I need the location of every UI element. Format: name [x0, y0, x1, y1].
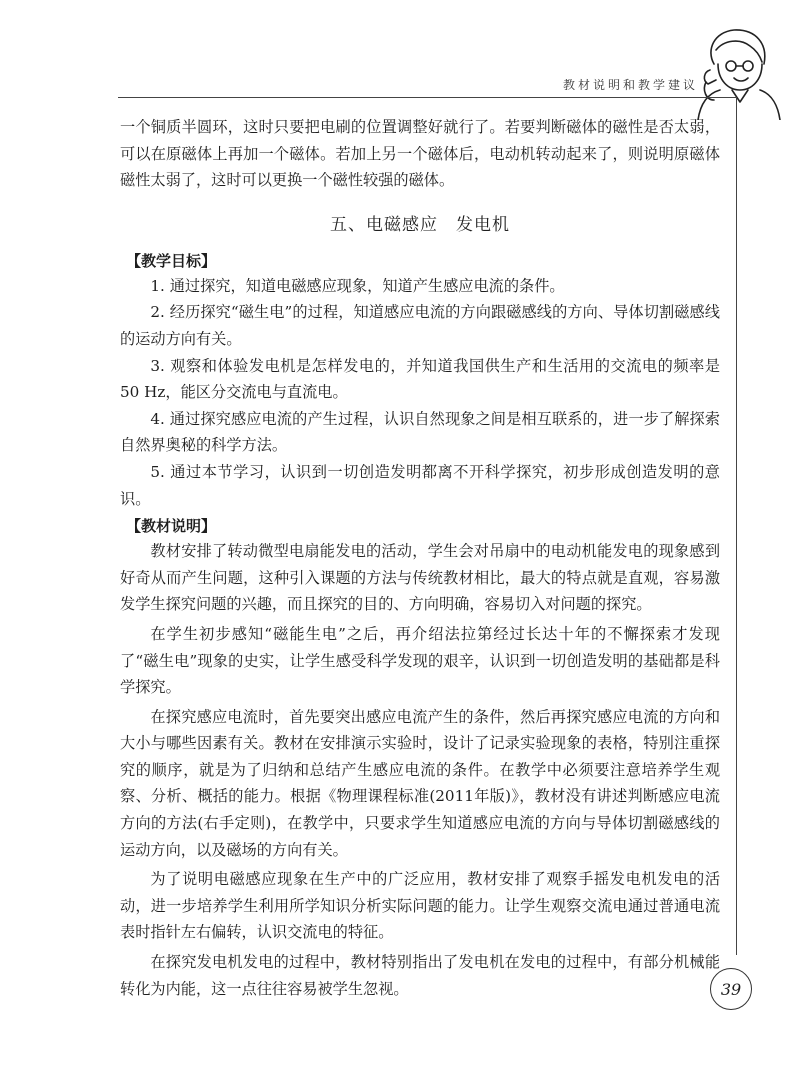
- material-paragraph-5: 在探究发电机发电的过程中，教材特别指出了发电机在发电的过程中，有部分机械能转化为内能，这一点往往容易被学生忽视。: [120, 953, 720, 998]
- page-number: 39: [710, 968, 752, 1010]
- continuation-paragraph: 一个铜质半圆环，这时只要把电刷的位置调整好就行了。若要判断磁体的磁性是否太弱，可以在原磁体上再加一个磁体。若加上另一个磁体后，电动机转动起来了，则说明原磁体磁性太弱了，这时可以更换一个磁性较强的磁体。: [120, 118, 720, 190]
- teacher-mascot-icon: [676, 20, 786, 120]
- objectives-label: 【教学目标】: [126, 251, 217, 270]
- section-title: 五、电磁感应 发电机: [330, 214, 510, 235]
- objective-item-4: 4. 通过探究感应电流的产生过程，认识自然现象之间是相互联系的，进一步了解探索自然界奥秘的科学方法。: [120, 409, 720, 455]
- header-rule: [118, 97, 736, 98]
- material-paragraph-1: 教材安排了转动微型电扇能发电的活动，学生会对吊扇中的电动机能发电的现象感到好奇从而产生问题，这种引入课题的方法与传统教材相比，最大的特点就是直观，容易激发学生探究问题的兴趣，而且探究的目的、方向明确，容易切入对问题的探究。: [120, 542, 720, 614]
- objective-item-2: 2. 经历探究“磁生电”的过程，知道感应电流的方向跟磁感线的方向、导体切割磁感线的运动方向有关。: [120, 303, 720, 348]
- material-paragraph-2: 在学生初步感知“磁能生电”之后，再介绍法拉第经过长达十年的不懈探索才发现了“磁生电”现象的史实，让学生感受科学发现的艰辛，认识到一切创造发明的基础都是科学探究。: [120, 624, 720, 697]
- objective-item-3: 3. 观察和体验发电机是怎样发电的，并知道我国供生产和生活用的交流电的频率是50 Hz，能区分交流电与直流电。: [120, 356, 720, 402]
- material-paragraph-3: 在探究感应电流时，首先要突出感应电流产生的条件，然后再探究感应电流的方向和大小与哪些因素有关。教材在安排演示实验时，设计了记录实验现象的表格，特别注重探究的顺序，就是为了归纳和总结产生感应电流的条件。在教学中必须要注意培养学生观察、分析、概括的能力。根据《物理课程标准(2011年版)》，教材没有讲述判断感应电流方向的方法(右手定则)，在教学中，只要求学生知道感应电流的方向与导体切割磁感线的运动方向，以及磁场的方向有关。: [120, 707, 720, 859]
- objective-item-1: 1. 通过探究，知道电磁感应现象，知道产生感应电流的条件。: [150, 276, 565, 295]
- material-label: 【教材说明】: [126, 517, 217, 536]
- page-content: [120, 114, 720, 1002]
- objective-item-5: 5. 通过本节学习，认识到一切创造发明都离不开科学探究，初步形成创造发明的意识。: [120, 462, 720, 508]
- material-paragraph-4: 为了说明电磁感应现象在生产中的广泛应用，教材安排了观察手摇发电机发电的活动，进一步培养学生利用所学知识分析实际问题的能力。让学生观察交流电通过普通电流表时指针左右偏转，认识交流电的特征。: [120, 870, 720, 942]
- side-margin-rule: [736, 97, 737, 955]
- header-title: 教材说明和教学建议: [562, 78, 698, 92]
